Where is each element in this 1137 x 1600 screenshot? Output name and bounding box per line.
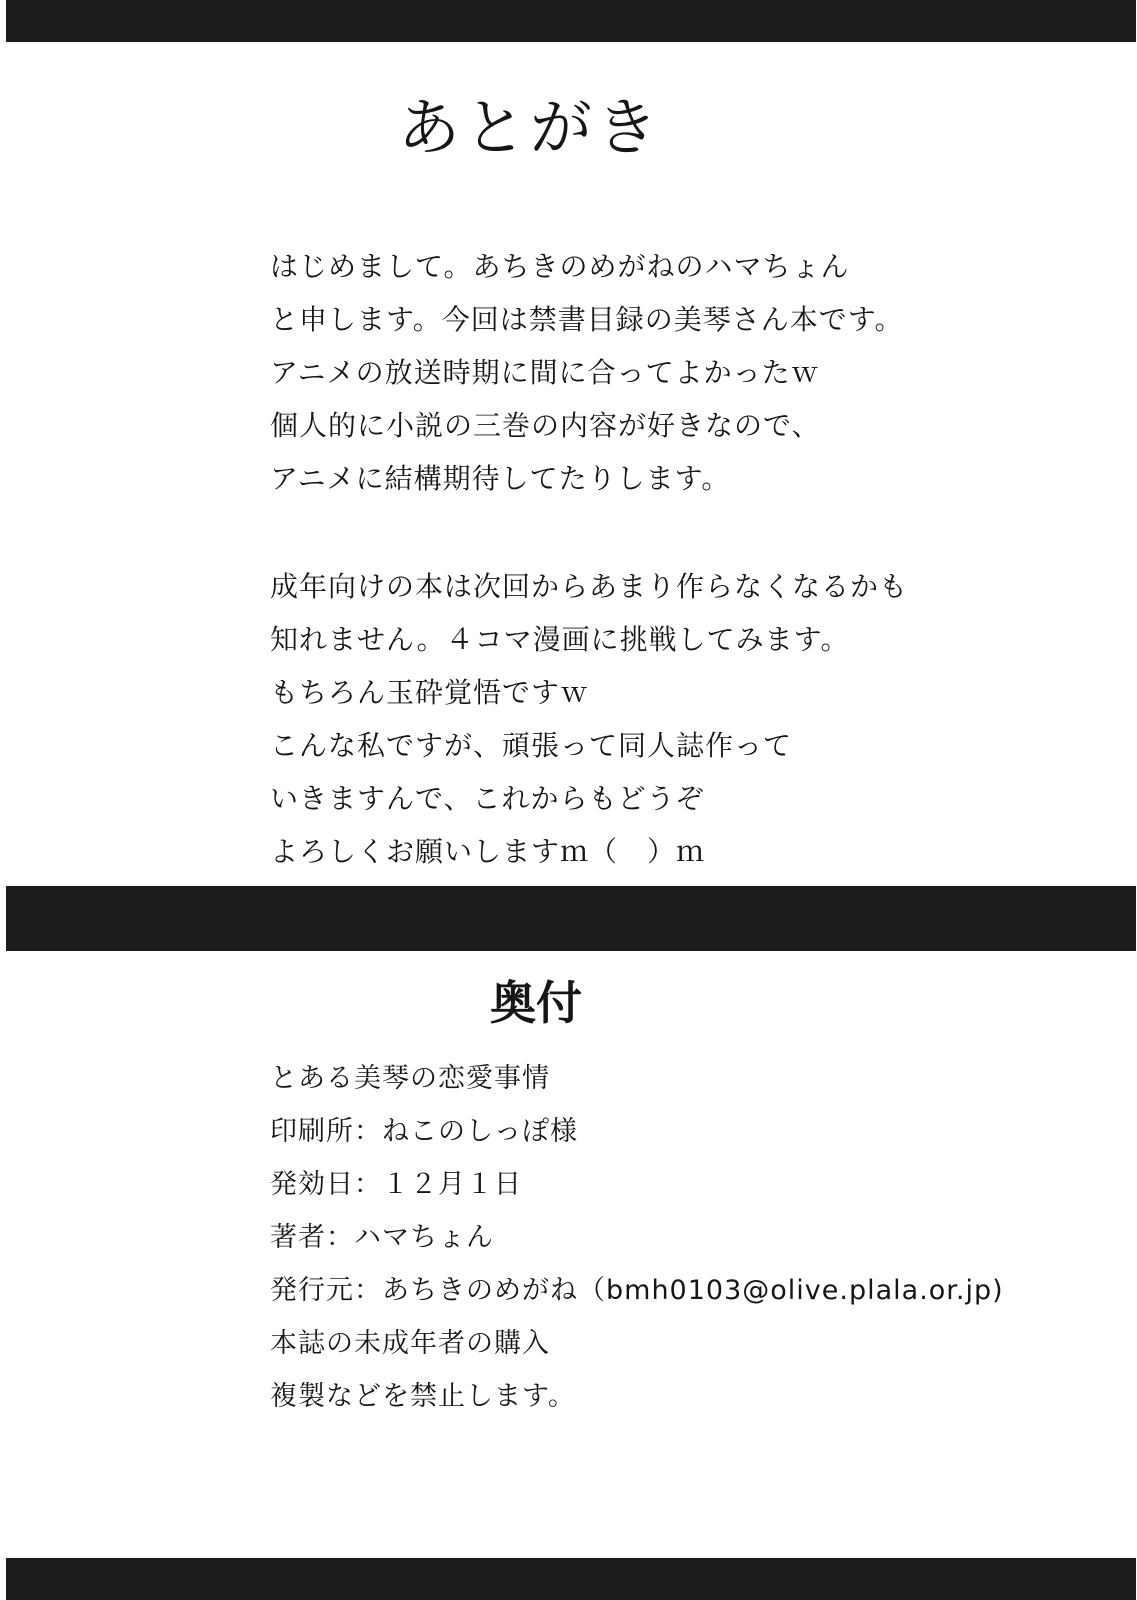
- text-line: はじめまして。あちきのめがねのハマちょん: [270, 250, 850, 283]
- text-line: よろしくお願いしますｍ（ ）ｍ: [270, 835, 706, 868]
- text-line: アニメに結構期待してたりします。: [270, 462, 731, 495]
- colophon-title: 奥付: [490, 976, 582, 1030]
- top-black-bar: [6, 0, 1136, 42]
- bottom-black-bar: [6, 1558, 1136, 1600]
- afterword-paragraph-2: [270, 560, 908, 878]
- middle-black-bar: [6, 886, 1136, 951]
- colophon-details: [270, 1052, 1004, 1423]
- text-line: 個人的に小説の三巻の内容が好きなので、: [270, 409, 821, 442]
- colophon-notice-line-1: 本誌の未成年者の購入: [270, 1328, 550, 1359]
- afterword-paragraph-1: [270, 240, 904, 505]
- text-line: こんな私ですが、頑張って同人誌作って: [270, 729, 793, 762]
- colophon-notice-line-2: 複製などを禁止します。: [270, 1381, 576, 1412]
- colophon-publisher: 発行元：あちきのめがね（bmh0103@olive.plala.or.jp): [270, 1275, 1004, 1306]
- afterword-title: あとがき: [398, 91, 663, 164]
- text-line: 成年向けの本は次回からあまり作らなくなるかも: [270, 570, 909, 603]
- colophon-printer: 印刷所：ねこのしっぽ様: [270, 1116, 578, 1147]
- text-line: いきますんで、これからもどうぞ: [270, 782, 705, 815]
- text-line: 知れません。４コマ漫画に挑戦してみます。: [270, 623, 850, 656]
- text-line: もちろん玉砕覚悟ですｗ: [270, 676, 590, 709]
- colophon-book-title: とある美琴の恋愛事情: [270, 1063, 550, 1094]
- colophon-issue-date: 発効日：１２月１日: [270, 1169, 522, 1200]
- colophon-author: 著者：ハマちょん: [270, 1222, 494, 1253]
- text-line: と申します。今回は禁書目録の美琴さん本です。: [270, 303, 904, 336]
- text-line: アニメの放送時期に間に合ってよかったｗ: [270, 356, 820, 389]
